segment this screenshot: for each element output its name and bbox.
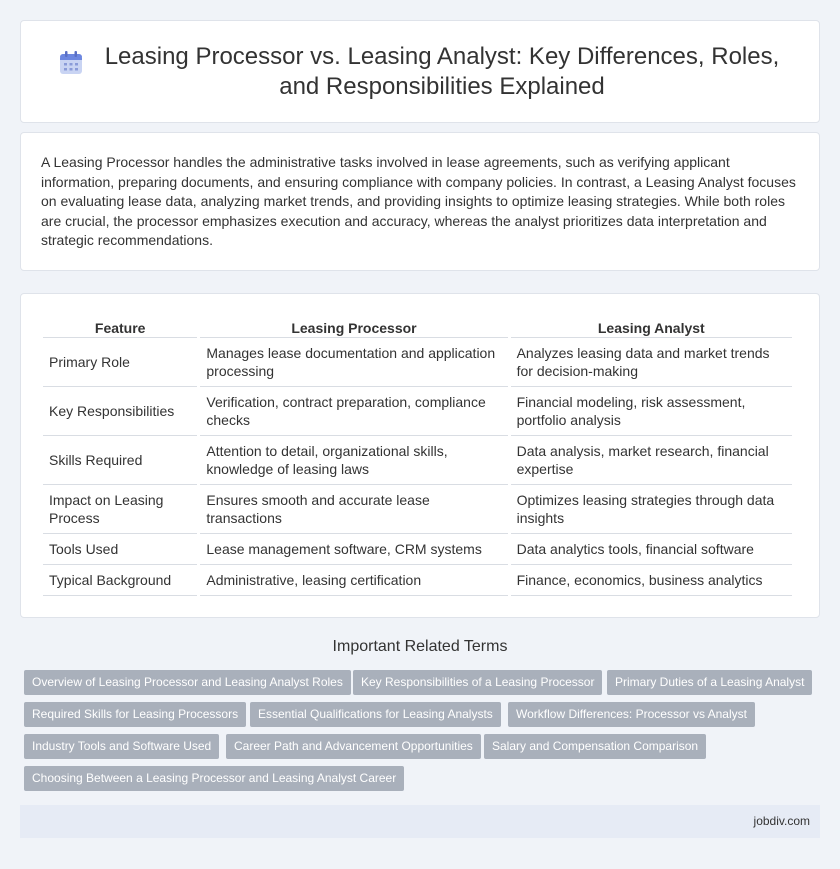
related-tag[interactable]: Required Skills for Leasing Processors — [24, 702, 246, 727]
related-terms-title: Important Related Terms — [332, 638, 508, 655]
page-title: Leasing Processor vs. Leasing Analyst: Key Differences, Roles, and Responsibilities Explained — [104, 42, 780, 100]
processor-cell: Manages lease documentation and application processing — [200, 338, 507, 387]
title-card — [20, 20, 820, 123]
related-tag[interactable]: Career Path and Advancement Opportunities — [226, 734, 481, 759]
header-leasing-processor: Leasing Processor — [200, 314, 507, 338]
processor-cell: Lease management software, CRM systems — [200, 534, 507, 565]
processor-cell: Verification, contract preparation, compliance checks — [200, 387, 507, 436]
header-feature: Feature — [43, 314, 197, 338]
table-row — [43, 387, 792, 436]
intro-card — [20, 132, 820, 271]
processor-cell: Administrative, leasing certification — [200, 565, 507, 596]
comparison-card — [20, 293, 820, 618]
comparison-table — [40, 314, 795, 596]
related-tag[interactable]: Workflow Differences: Processor vs Analyst — [508, 702, 755, 727]
table-row — [43, 436, 792, 485]
table-row — [43, 338, 792, 387]
feature-cell: Tools Used — [43, 534, 197, 565]
footer-site-link[interactable]: jobdiv.com — [753, 814, 810, 828]
related-tag[interactable]: Salary and Compensation Comparison — [484, 734, 706, 759]
analyst-cell: Analyzes leasing data and market trends for decision-making — [511, 338, 792, 387]
title-wrap — [58, 42, 782, 102]
processor-cell: Ensures smooth and accurate lease transactions — [200, 485, 507, 534]
related-tag[interactable]: Key Responsibilities of a Leasing Processor — [353, 670, 602, 695]
table-row — [43, 565, 792, 596]
footer — [20, 805, 820, 838]
processor-cell: Attention to detail, organizational skills, knowledge of leasing laws — [200, 436, 507, 485]
table-row — [43, 485, 792, 534]
intro-paragraph: A Leasing Processor handles the administrative tasks involved in lease agreements, such as verifying applicant information, preparing documents, and ensuring compliance with company policies. In contrast, a Leasing Analyst focuses on evaluating lease data, analyzing market trends, and providing insights to optimize leasing strategies. While both roles are crucial, the processor emphasizes execution and accuracy, whereas the analyst prioritizes data interpretation and strategic recommendations. — [41, 154, 796, 248]
analyst-cell: Financial modeling, risk assessment, portfolio analysis — [511, 387, 792, 436]
feature-cell: Typical Background — [43, 565, 197, 596]
feature-cell: Key Responsibilities — [43, 387, 197, 436]
feature-cell: Skills Required — [43, 436, 197, 485]
related-tag[interactable]: Choosing Between a Leasing Processor and Leasing Analyst Career — [24, 766, 404, 791]
related-tag[interactable]: Essential Qualifications for Leasing Analysts — [250, 702, 501, 727]
related-tag[interactable]: Overview of Leasing Processor and Leasing Analyst Roles — [24, 670, 351, 695]
table-header-row — [43, 314, 792, 338]
analyst-cell: Optimizes leasing strategies through data insights — [511, 485, 792, 534]
analyst-cell: Finance, economics, business analytics — [511, 565, 792, 596]
analyst-cell: Data analytics tools, financial software — [511, 534, 792, 565]
feature-cell: Primary Role — [43, 338, 197, 387]
feature-cell: Impact on Leasing Process — [43, 485, 197, 534]
related-tag[interactable]: Industry Tools and Software Used — [24, 734, 219, 759]
analyst-cell: Data analysis, market research, financial expertise — [511, 436, 792, 485]
table-row — [43, 534, 792, 565]
related-tag[interactable]: Primary Duties of a Leasing Analyst — [607, 670, 812, 695]
calendar-icon — [58, 50, 84, 76]
header-leasing-analyst: Leasing Analyst — [511, 314, 792, 338]
